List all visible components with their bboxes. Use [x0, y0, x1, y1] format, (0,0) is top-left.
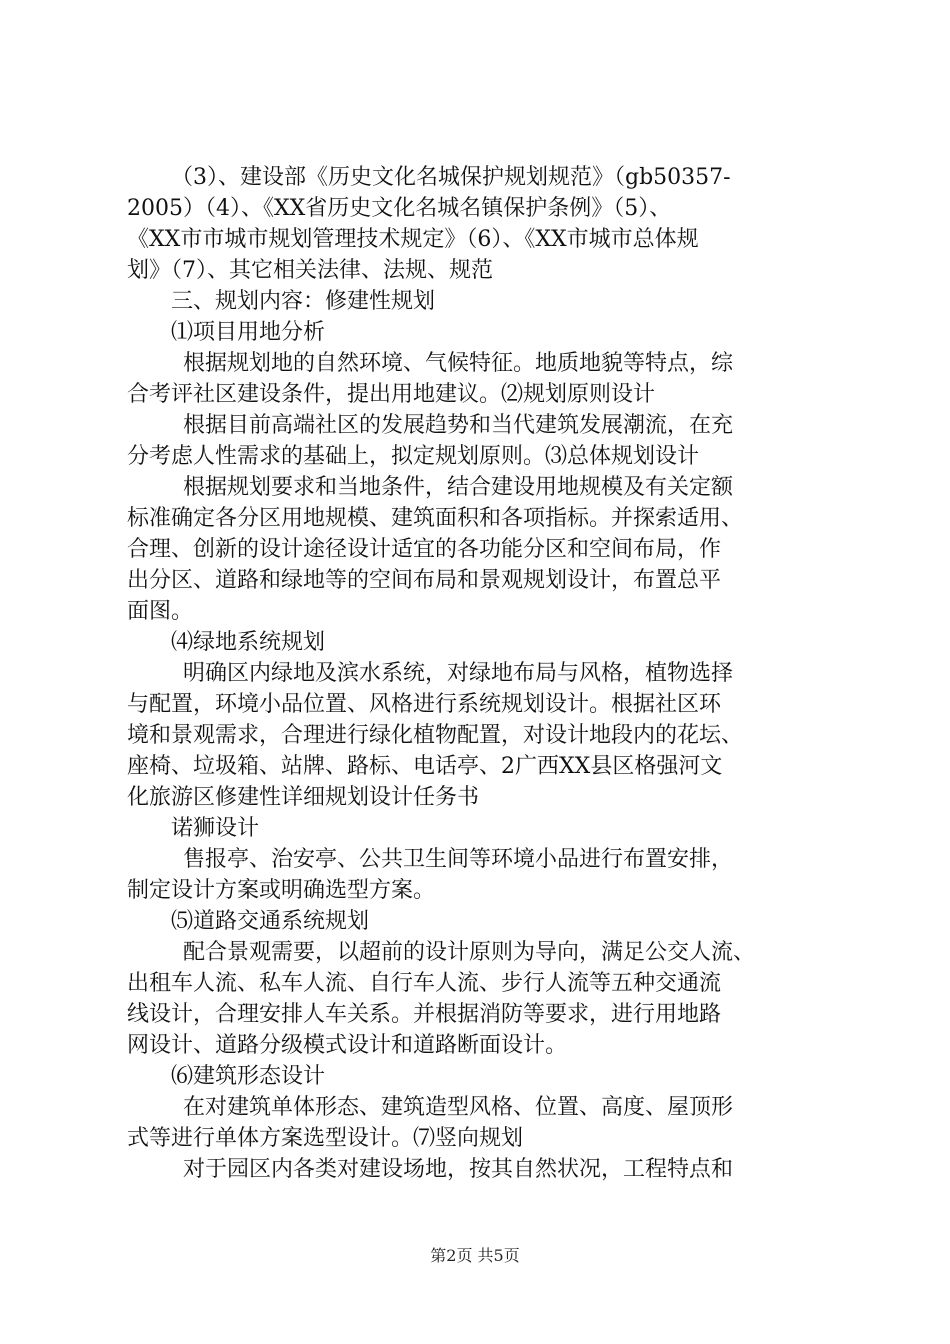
text-line: 根据规划地的自然环境、气候特征。地质地貌等特点，综 — [183, 351, 734, 376]
text-line: 《XX市市城市规划管理技术规定》（6）、《XX市城市总体规 — [127, 227, 699, 252]
text-line: 面图。 — [127, 599, 194, 624]
text-line: 根据目前高端社区的发展趋势和当代建筑发展潮流，在充 — [183, 413, 734, 438]
text-line: 2005）（4）、《XX省历史文化名城名镇保护条例》（5）、 — [127, 196, 672, 221]
subsection-heading: ⑴项目用地分析 — [171, 320, 326, 345]
text-line: 境和景观需求，合理进行绿化植物配置，对设计地段内的花坛、 — [127, 723, 744, 748]
text-line: 合理、创新的设计途径设计适宜的各功能分区和空间布局，作 — [127, 537, 722, 562]
text-line: 式等进行单体方案选型设计。⑺竖向规划 — [127, 1126, 524, 1151]
text-line: 线设计，合理安排人车关系。并根据消防等要求，进行用地路 — [127, 1002, 722, 1027]
text-line: 座椅、垃圾箱、站牌、路标、电话亭、2广西XX县区格强河文 — [127, 754, 723, 779]
subsection-heading: ⑹建筑形态设计 — [171, 1064, 326, 1089]
text-line: 化旅游区修建性详细规划设计任务书 — [127, 785, 480, 810]
text-line: 在对建筑单体形态、建筑造型风格、位置、高度、屋顶形 — [183, 1095, 734, 1120]
subsection-heading: ⑸道路交通系统规划 — [171, 909, 370, 934]
section-heading: 三、规划内容：修建性规划 — [171, 289, 436, 314]
text-line: 网设计、道路分级模式设计和道路断面设计。 — [127, 1033, 568, 1058]
text-line: 出分区、道路和绿地等的空间布局和景观规划设计，布置总平 — [127, 568, 722, 593]
text-line: 明确区内绿地及滨水系统，对绿地布局与风格，植物选择 — [183, 661, 734, 686]
document-body — [127, 162, 832, 1185]
text-line: 售报亭、治安亭、公共卫生间等环境小品进行布置安排， — [183, 847, 734, 872]
text-line: 与配置，环境小品位置、风格进行系统规划设计。根据社区环 — [127, 692, 722, 717]
text-line: 根据规划要求和当地条件，结合建设用地规模及有关定额 — [183, 475, 734, 500]
text-line: 制定设计方案或明确选型方案。 — [127, 878, 436, 903]
text-line: 出租车人流、私车人流、自行车人流、步行人流等五种交通流 — [127, 971, 722, 996]
text-line: 划》（7）、其它相关法律、法规、规范 — [127, 258, 493, 283]
text-line: 配合景观需要，以超前的设计原则为导向，满足公交人流、 — [183, 940, 756, 965]
text-line: （3）、建设部《历史文化名城保护规划规范》（gb50357- — [171, 165, 731, 190]
subsection-heading: ⑷绿地系统规划 — [171, 630, 326, 655]
text-line: 标准确定各分区用地规模、建筑面积和各项指标。并探索适用、 — [127, 506, 744, 531]
text-line: 对于园区内各类对建设场地，按其自然状况，工程特点和 — [183, 1157, 734, 1182]
page-footer: 第2页 共5页 — [430, 1246, 520, 1265]
text-line: 分考虑人性需求的基础上，拟定规划原则。⑶总体规划设计 — [127, 444, 700, 469]
text-line: 合考评社区建设条件，提出用地建议。⑵规划原则设计 — [127, 382, 656, 407]
text-line: 诺狮设计 — [171, 816, 260, 841]
